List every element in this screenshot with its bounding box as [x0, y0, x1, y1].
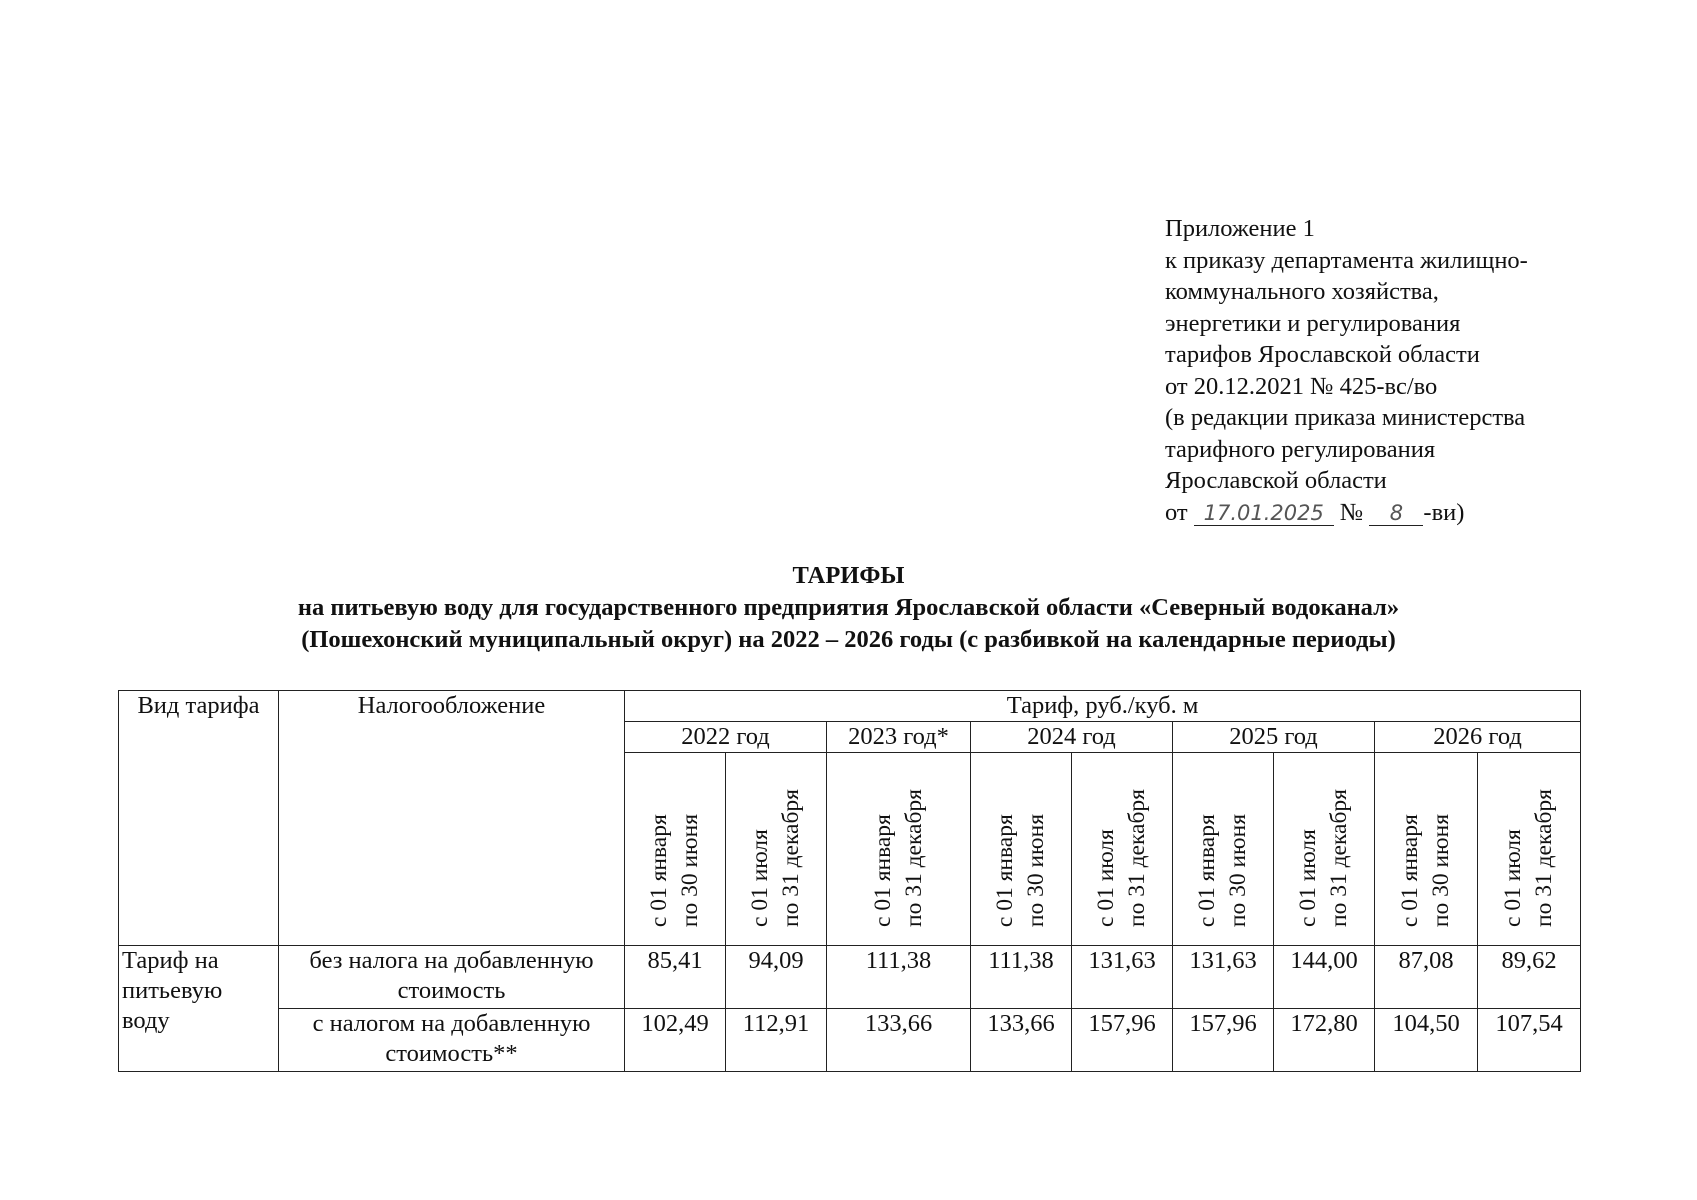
tariff-value: 157,96 [1072, 1009, 1173, 1072]
header-period: с 01 января по 30 июня [625, 753, 726, 946]
header-year: 2024 год [971, 722, 1173, 753]
tariff-value: 94,09 [726, 946, 827, 1009]
handwritten-date: 17.01.2025 [1194, 501, 1334, 526]
tariff-value: 85,41 [625, 946, 726, 1009]
header-period: с 01 июля по 31 декабря [726, 753, 827, 946]
table-row [119, 946, 1581, 1009]
appendix-line: к приказу департамента жилищно- [1165, 246, 1528, 274]
number-sign: № [1339, 498, 1364, 526]
table-row [119, 1009, 1581, 1072]
appendix-header [1165, 213, 1528, 528]
tariff-value: 112,91 [726, 1009, 827, 1072]
taxation-cell: без налога на добавленную стоимость [279, 946, 625, 1009]
tariff-value: 111,38 [827, 946, 971, 1009]
handwritten-number: 8 [1369, 501, 1423, 526]
tariff-value: 104,50 [1375, 1009, 1478, 1072]
header-period: с 01 января по 30 июня [1375, 753, 1478, 946]
header-period: с 01 июля по 31 декабря [1274, 753, 1375, 946]
appendix-line: тарифного регулирования [1165, 435, 1436, 463]
header-tariff-unit: Тариф, руб./куб. м [625, 691, 1581, 722]
header-tariff-type: Вид тарифа [119, 691, 279, 946]
tariff-value: 89,62 [1478, 946, 1581, 1009]
appendix-line: от 20.12.2021 № 425-вс/во [1165, 372, 1438, 400]
title-line-1: на питьевую воду для государственного предприятия Ярославской области «Северный водоканал» [297, 594, 1400, 621]
tariff-value: 111,38 [971, 946, 1072, 1009]
header-year: 2026 год [1375, 722, 1581, 753]
appendix-from-prefix: от [1165, 498, 1188, 526]
appendix-line: тарифов Ярославской области [1165, 341, 1480, 368]
header-year: 2025 год [1173, 722, 1375, 753]
tariff-value: 107,54 [1478, 1009, 1581, 1072]
appendix-line: энергетики и регулирования [1165, 309, 1461, 337]
header-period: с 01 июля по 31 декабря [1478, 753, 1581, 946]
document-title [0, 560, 1697, 656]
title-main: ТАРИФЫ [792, 562, 905, 589]
header-period: с 01 июля по 31 декабря [1072, 753, 1173, 946]
appendix-line: Ярославской области [1165, 467, 1387, 494]
tariff-value: 157,96 [1173, 1009, 1274, 1072]
tariff-value: 144,00 [1274, 946, 1375, 1009]
appendix-line: (в редакции приказа министерства [1165, 404, 1526, 431]
appendix-suffix: -ви) [1423, 498, 1465, 526]
tariff-value: 131,63 [1173, 946, 1274, 1009]
header-year: 2023 год* [827, 722, 971, 753]
appendix-line: коммунального хозяйства, [1165, 278, 1439, 305]
header-period: с 01 января по 30 июня [1173, 753, 1274, 946]
header-period: с 01 января по 31 декабря [827, 753, 971, 946]
tariff-value: 133,66 [827, 1009, 971, 1072]
tariff-value: 133,66 [971, 1009, 1072, 1072]
tariff-value: 102,49 [625, 1009, 726, 1072]
header-year: 2022 год [625, 722, 827, 753]
header-period: с 01 января по 30 июня [971, 753, 1072, 946]
tariff-value: 131,63 [1072, 946, 1173, 1009]
tariff-value: 172,80 [1274, 1009, 1375, 1072]
taxation-cell: с налогом на добавленную стоимость** [279, 1009, 625, 1072]
appendix-last-line [1165, 497, 1528, 529]
tariff-value: 87,08 [1375, 946, 1478, 1009]
appendix-line: Приложение 1 [1165, 215, 1315, 242]
header-taxation: Налогообложение [279, 691, 625, 946]
tariff-type-cell: Тариф на питьевую воду [119, 946, 279, 1072]
title-line-2: (Пошехонский муниципальный округ) на 2022 – 2026 годы (с разбивкой на календарные периоды) [301, 626, 1396, 653]
tariffs-table [118, 690, 1581, 1072]
